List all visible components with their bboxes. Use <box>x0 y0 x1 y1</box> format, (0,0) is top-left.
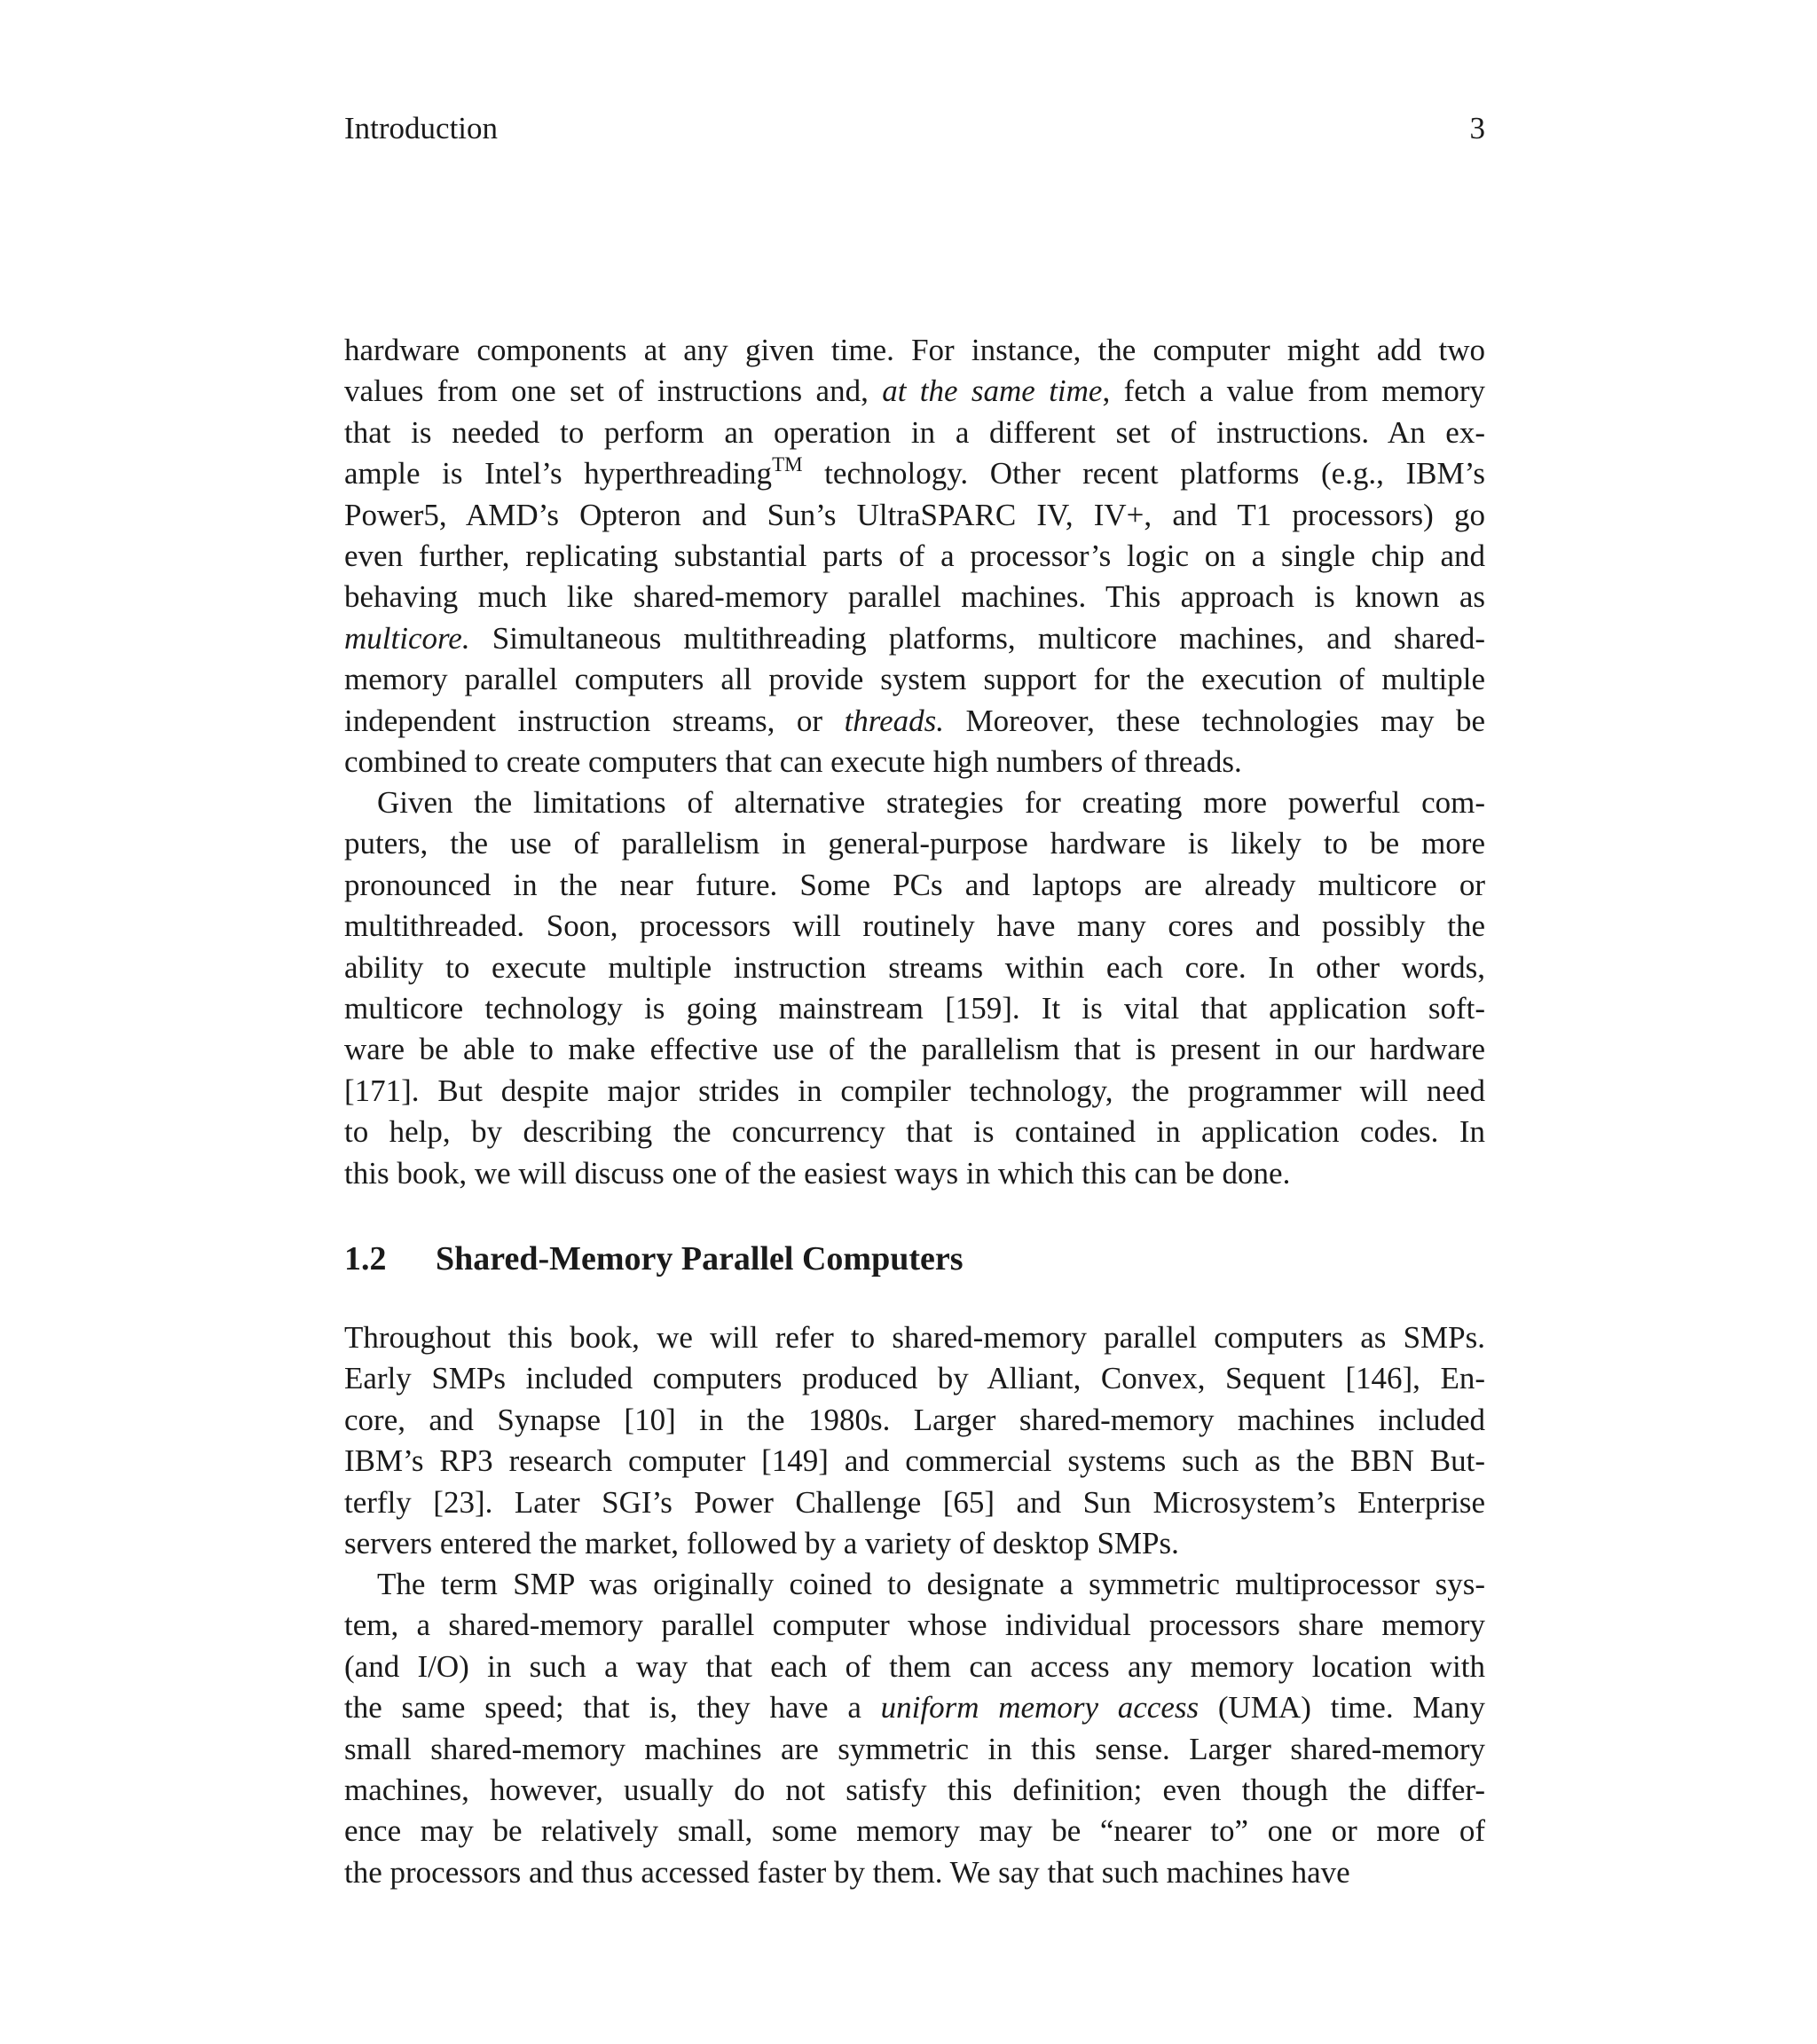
text-line: the same speed; that is, they have a uniform memory access (UMA) time. Many <box>344 1690 1485 1726</box>
text-line: independent instruction streams, or threads. Moreover, these technologies may be <box>344 703 1485 738</box>
section-heading <box>344 1237 964 1281</box>
text-line: Early SMPs included computers produced by Alliant, Convex, Sequent [146], En- <box>344 1361 1485 1396</box>
text-line: multithreaded. Soon, processors will routinely have many cores and possibly the <box>344 908 1485 944</box>
text-line: hardware components at any given time. For instance, the computer might add two <box>344 333 1485 367</box>
text-line: tem, a shared-memory parallel computer whose individual processors share memory <box>344 1608 1485 1643</box>
text-line: IBM’s RP3 research computer [149] and commercial systems such as the BBN But- <box>344 1443 1485 1479</box>
trademark-superscript: TM <box>772 453 803 476</box>
text-line: ence may be relatively small, some memory may be “nearer to” one or more of <box>344 1813 1485 1849</box>
text-line: multicore technology is going mainstream [159]. It is vital that application soft- <box>344 990 1485 1026</box>
page-number: 3 <box>1469 111 1485 145</box>
text-line: (and I/O) in such a way that each of them can access any memory location with <box>344 1648 1485 1684</box>
text-line: servers entered the market, followed by a variety of desktop SMPs. <box>344 1525 1179 1561</box>
text-line: puters, the use of parallelism in general-purpose hardware is likely to be more <box>344 826 1485 861</box>
paragraph-parallelism-outlook <box>344 782 1485 1194</box>
book-page <box>344 0 1485 2044</box>
text-line: The term SMP was originally coined to designate a symmetric multiprocessor sys- <box>377 1567 1485 1601</box>
paragraph-smp-history <box>344 1317 1485 1564</box>
text-line: Power5, AMD’s Opteron and Sun’s UltraSPARC IV, IV+, and T1 processors) go <box>344 497 1485 532</box>
text-line: pronounced in the near future. Some PCs and laptops are already multicore or <box>344 867 1485 902</box>
text-line: ware be able to make effective use of the parallelism that is present in our hardware <box>344 1032 1485 1067</box>
text-line: [171]. But despite major strides in compiler technology, the programmer will need <box>344 1073 1485 1108</box>
section-title: Shared-Memory Parallel Computers <box>436 1240 964 1278</box>
text-line: combined to create computers that can execute high numbers of threads. <box>344 743 1242 779</box>
text-line: that is needed to perform an operation in a different set of instructions. An ex- <box>344 414 1485 450</box>
text-line: this book, we will discuss one of the easiest ways in which this can be done. <box>344 1155 1291 1191</box>
text-line: Throughout this book, we will refer to shared-memory parallel computers as SMPs. <box>344 1320 1485 1355</box>
text-line: values from one set of instructions and, at the same time, fetch a value from memory <box>344 373 1485 409</box>
paragraph-smp-definition <box>344 1564 1485 1893</box>
text-line: machines, however, usually do not satisfy this definition; even though the differ- <box>344 1772 1485 1807</box>
running-header-title: Introduction <box>344 111 499 145</box>
paragraph-hardware-threads <box>344 330 1485 782</box>
text-line: memory parallel computers all provide system support for the execution of multiple <box>344 662 1485 697</box>
section-number: 1.2 <box>344 1240 387 1278</box>
emphasis: at the same time <box>882 373 1103 409</box>
text-line: behaving much like shared-memory parallel machines. This approach is known as <box>344 579 1485 615</box>
text-line: ample is Intel’s hyperthreading™ technology. Other recent platforms (e.g., IBM’s <box>344 453 1485 491</box>
text-line: terfly [23]. Later SGI’s Power Challenge [65] and Sun Microsystem’s Enterprise <box>344 1484 1485 1520</box>
text-line: the processors and thus accessed faster by them. We say that such machines have <box>344 1854 1350 1890</box>
emphasis: multicore. <box>344 620 470 656</box>
emphasis: threads. <box>844 703 945 738</box>
running-header <box>344 108 1485 149</box>
text-line: ability to execute multiple instruction streams within each core. In other words, <box>344 949 1485 985</box>
text-line: small shared-memory machines are symmetric in this sense. Larger shared-memory <box>344 1731 1485 1766</box>
text-line: even further, replicating substantial parts of a processor’s logic on a single chip and <box>344 538 1485 573</box>
text-line: Given the limitations of alternative strategies for creating more powerful com- <box>377 785 1485 820</box>
text-line: core, and Synapse [10] in the 1980s. Larger shared-memory machines included <box>344 1402 1485 1437</box>
text-line: to help, by describing the concurrency that is contained in application codes. In <box>344 1114 1485 1150</box>
emphasis: uniform memory access <box>880 1690 1200 1726</box>
text-line: multicore. Simultaneous multithreading platforms, multicore machines, and shared- <box>344 620 1485 656</box>
